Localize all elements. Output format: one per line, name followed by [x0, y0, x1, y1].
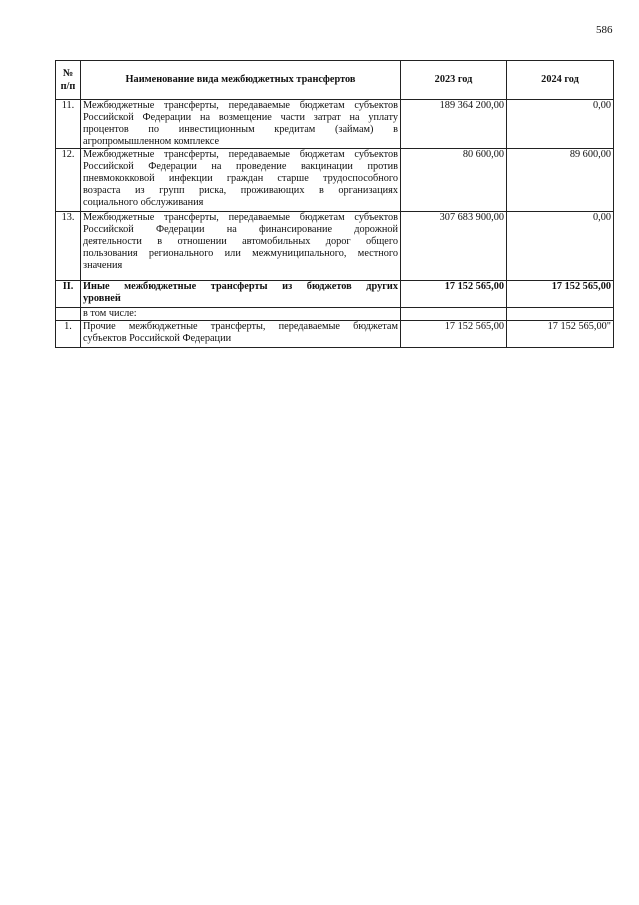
value-2023: 17 152 565,00 [401, 281, 507, 308]
row-name-line: Межбюджетные трансферты, передаваемые бюджетам субъектов [83, 149, 398, 160]
row-name-line: Межбюджетные трансферты, передаваемые бюджетам субъектов [83, 212, 398, 223]
row-number: 13. [56, 212, 81, 281]
row-name-line: Иные межбюджетные трансферты из бюджетов других [83, 281, 398, 292]
table-row [56, 281, 614, 308]
header-number [56, 61, 81, 100]
header-number-line1: № [62, 68, 74, 79]
row-name-line: социального обслуживания [83, 197, 204, 208]
row-name-line: Российской Федерации на финансирование дорожной [83, 224, 398, 235]
row-name-line: процентов по инвестиционным кредитам (займам) в [83, 124, 398, 135]
page-number: 586 [596, 24, 613, 36]
value-2023: 189 364 200,00 [401, 100, 507, 149]
value-2023: 307 683 900,00 [401, 212, 507, 281]
row-number [56, 308, 81, 321]
value-2024: 0,00 [507, 212, 614, 281]
row-name-line: значения [83, 260, 123, 271]
value-2023: 17 152 565,00 [401, 321, 507, 348]
value-2024: 17 152 565,00 [507, 281, 614, 308]
row-name [81, 281, 401, 308]
header-name: Наименование вида межбюджетных трансфертов [81, 61, 401, 100]
table-row [56, 149, 614, 212]
value-2024 [507, 308, 614, 321]
row-name-line: пользования регионального или межмуниципального, местного [83, 248, 398, 259]
row-name [81, 149, 401, 212]
row-name [81, 321, 401, 348]
header-number-line2: п/п [60, 81, 76, 92]
table-row [56, 308, 614, 321]
value-2024: 89 600,00 [507, 149, 614, 212]
header-year-2023: 2023 год [401, 61, 507, 100]
row-number: II. [56, 281, 81, 308]
value-2024: 17 152 565,00" [507, 321, 614, 348]
value-2024: 0,00 [507, 100, 614, 149]
row-name-line: возраста из групп риска, проживающих в организациях [83, 185, 398, 196]
row-name-line: Российской Федерации на проведение вакцинации против [83, 161, 398, 172]
transfers-table [55, 60, 614, 348]
table-row [56, 100, 614, 149]
table-row [56, 321, 614, 348]
row-name-line: субъектов Российской Федерации [83, 333, 232, 344]
value-2023: 80 600,00 [401, 149, 507, 212]
row-name-line: уровней [83, 293, 121, 304]
row-name-line: деятельности в отношении автомобильных дорог общего [83, 236, 398, 247]
row-name [81, 212, 401, 281]
table-row [56, 212, 614, 281]
value-2023 [401, 308, 507, 321]
row-number: 11. [56, 100, 81, 149]
row-name-line: пневмококковой инфекции граждан старше трудоспособного [83, 173, 398, 184]
row-name-line: Прочие межбюджетные трансферты, передаваемые бюджетам [83, 321, 398, 332]
row-number: 12. [56, 149, 81, 212]
row-name [81, 308, 401, 321]
row-number: 1. [56, 321, 81, 348]
table-header-row [56, 61, 614, 100]
row-name-line: агропромышленном комплексе [83, 136, 220, 147]
header-year-2024: 2024 год [507, 61, 614, 100]
row-name-line: Российской Федерации на возмещение части затрат на уплату [83, 112, 398, 123]
row-name-line: Межбюджетные трансферты, передаваемые бюджетам субъектов [83, 100, 398, 111]
row-name [81, 100, 401, 149]
row-name-line: в том числе: [83, 308, 137, 319]
